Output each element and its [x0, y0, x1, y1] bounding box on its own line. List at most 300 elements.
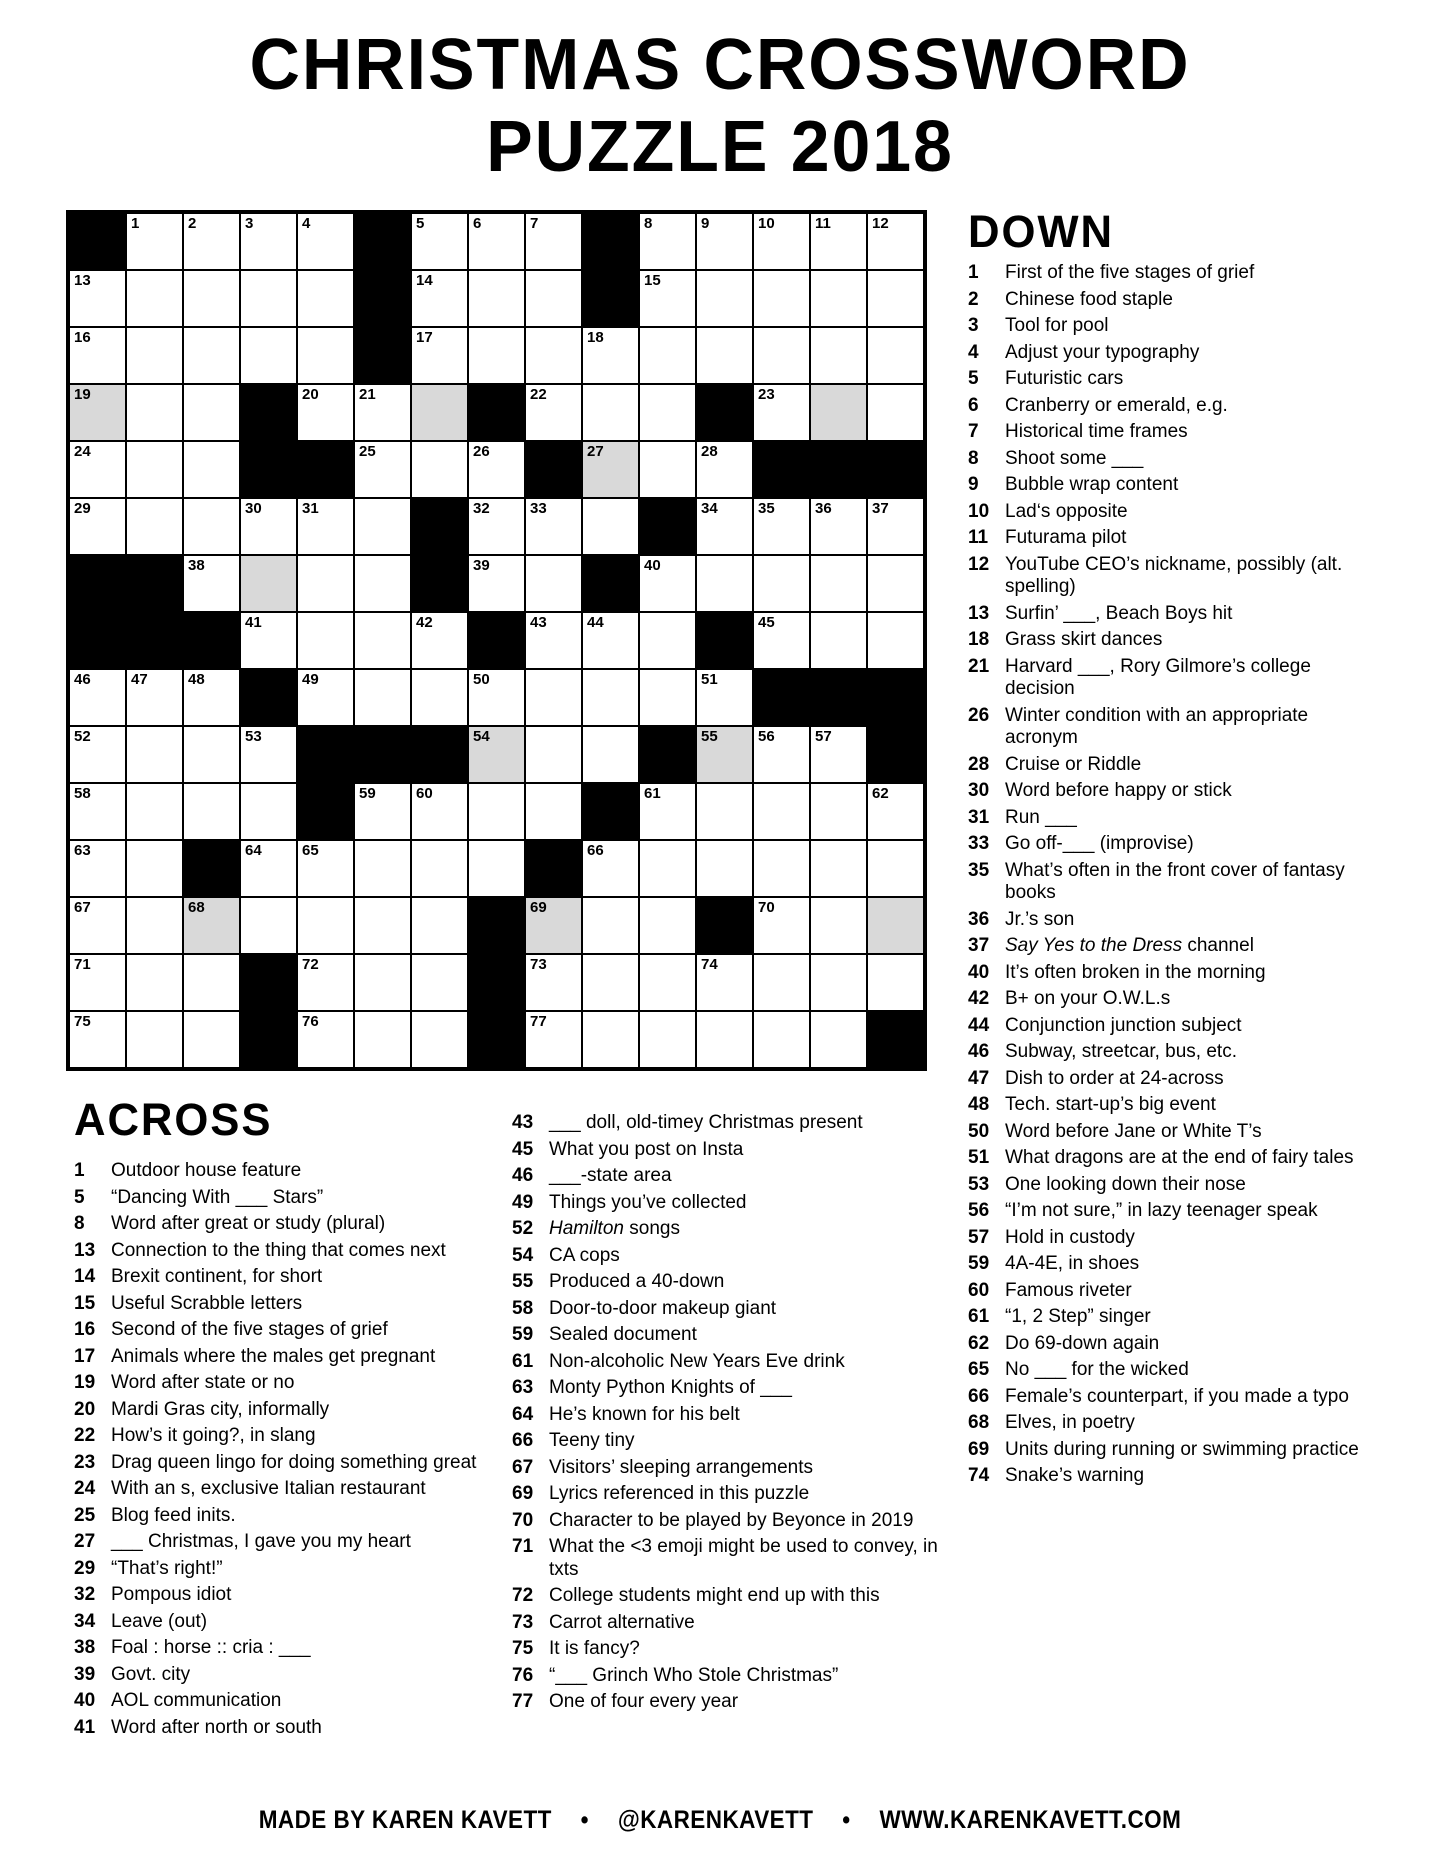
grid-cell-r11c3[interactable]: [183, 783, 240, 840]
grid-cell-r9c9[interactable]: [525, 669, 582, 726]
grid-cell-r8c7[interactable]: [411, 612, 468, 669]
across-clue-number-58: 58: [512, 1297, 534, 1319]
grid-cell-r3c14[interactable]: [810, 327, 867, 384]
across-clue-number-32: 32: [74, 1584, 96, 1605]
grid-cell-r12c13[interactable]: [753, 840, 810, 897]
cell-number-43: 43: [530, 614, 547, 631]
across-clue-43: [512, 1112, 972, 1135]
cell-number-75: 75: [74, 1013, 91, 1030]
grid-cell-r9c14: [810, 669, 867, 726]
grid-cell-r9c6[interactable]: [354, 669, 411, 726]
grid-cell-r15c1[interactable]: [69, 1011, 126, 1068]
across-clue-20: [74, 1399, 516, 1422]
grid-cell-r15c13[interactable]: [753, 1011, 810, 1068]
down-clue-4: [968, 342, 1376, 365]
down-clue-text-28: Cruise or Riddle: [1005, 753, 1142, 775]
down-clue-text-56: “I’m not sure,” in lazy teenager speak: [1005, 1200, 1318, 1221]
across-clue-text-43: ___ doll, old-timey Christmas present: [549, 1112, 863, 1133]
grid-cell-r12c11[interactable]: [639, 840, 696, 897]
down-clue-text-31: Run ___: [1005, 806, 1077, 828]
grid-cell-r10c2[interactable]: [126, 726, 183, 783]
across-clue-number-46: 46: [512, 1165, 534, 1186]
grid-cell-r4c2[interactable]: [126, 384, 183, 441]
cell-number-35: 35: [758, 500, 775, 517]
grid-cell-r5c1[interactable]: [69, 441, 126, 498]
grid-cell-r12c5[interactable]: [297, 840, 354, 897]
grid-cell-r13c6[interactable]: [354, 897, 411, 954]
grid-cell-r13c11[interactable]: [639, 897, 696, 954]
grid-cell-r9c10[interactable]: [582, 669, 639, 726]
grid-cell-r4c3[interactable]: [183, 384, 240, 441]
grid-cell-r1c11[interactable]: [639, 213, 696, 270]
grid-cell-r10c14[interactable]: [810, 726, 867, 783]
grid-cell-r11c4[interactable]: [240, 783, 297, 840]
grid-cell-r10c12[interactable]: [696, 726, 753, 783]
across-clue-15: [74, 1293, 516, 1316]
across-clue-number-14: 14: [74, 1266, 96, 1287]
grid-cell-r13c7[interactable]: [411, 897, 468, 954]
down-clue-text-33: Go off-___ (improvise): [1005, 833, 1194, 854]
grid-cell-r8c4[interactable]: [240, 612, 297, 669]
cell-number-19: 19: [74, 386, 91, 403]
down-clue-text-40: It’s often broken in the morning: [1005, 961, 1266, 983]
cell-number-65: 65: [302, 842, 319, 859]
grid-cell-r10c10[interactable]: [582, 726, 639, 783]
across-clue-list-col1: [74, 1160, 516, 1743]
grid-cell-r5c12[interactable]: [696, 441, 753, 498]
grid-cell-r12c15[interactable]: [867, 840, 924, 897]
grid-cell-r8c11[interactable]: [639, 612, 696, 669]
grid-cell-r15c10[interactable]: [582, 1011, 639, 1068]
grid-cell-r6c10[interactable]: [582, 498, 639, 555]
grid-cell-r8c1: [69, 612, 126, 669]
grid-cell-r11c15[interactable]: [867, 783, 924, 840]
grid-cell-r3c9[interactable]: [525, 327, 582, 384]
grid-cell-r15c9[interactable]: [525, 1011, 582, 1068]
grid-cell-r4c10[interactable]: [582, 384, 639, 441]
grid-cell-r7c3[interactable]: [183, 555, 240, 612]
across-clue-number-76: 76: [512, 1664, 534, 1686]
grid-cell-r11c10: [582, 783, 639, 840]
down-clue-number-33: 33: [968, 833, 990, 854]
grid-cell-r11c8[interactable]: [468, 783, 525, 840]
across-clue-40: [74, 1690, 516, 1713]
grid-cell-r14c11[interactable]: [639, 954, 696, 1011]
grid-cell-r1c12[interactable]: [696, 213, 753, 270]
cell-number-14: 14: [416, 272, 433, 289]
grid-cell-r14c13[interactable]: [753, 954, 810, 1011]
down-clue-number-74: 74: [968, 1465, 990, 1486]
grid-cell-r14c14[interactable]: [810, 954, 867, 1011]
grid-cell-r14c3[interactable]: [183, 954, 240, 1011]
grid-cell-r6c5[interactable]: [297, 498, 354, 555]
grid-cell-r12c4[interactable]: [240, 840, 297, 897]
grid-cell-r1c13[interactable]: [753, 213, 810, 270]
grid-cell-r13c10[interactable]: [582, 897, 639, 954]
grid-cell-r6c1[interactable]: [69, 498, 126, 555]
cell-number-49: 49: [302, 671, 319, 688]
grid-cell-r15c14[interactable]: [810, 1011, 867, 1068]
grid-cell-r15c11[interactable]: [639, 1011, 696, 1068]
grid-cell-r14c8: [468, 954, 525, 1011]
grid-cell-r8c14[interactable]: [810, 612, 867, 669]
grid-cell-r7c8[interactable]: [468, 555, 525, 612]
cell-number-59: 59: [359, 785, 376, 802]
across-clue-text-77: One of four every year: [549, 1691, 739, 1712]
grid-cell-r10c4[interactable]: [240, 726, 297, 783]
grid-cell-r1c9[interactable]: [525, 213, 582, 270]
down-clue-text-9: Bubble wrap content: [1005, 474, 1179, 495]
grid-cell-r10c7: [411, 726, 468, 783]
grid-cell-r3c11[interactable]: [639, 327, 696, 384]
grid-cell-r5c9: [525, 441, 582, 498]
grid-cell-r7c5[interactable]: [297, 555, 354, 612]
cell-number-21: 21: [359, 386, 376, 403]
grid-cell-r9c1[interactable]: [69, 669, 126, 726]
grid-cell-r1c4[interactable]: [240, 213, 297, 270]
across-clue-text-49: Things you’ve collected: [549, 1191, 747, 1213]
down-clue-number-44: 44: [968, 1014, 990, 1036]
grid-cell-r5c14: [810, 441, 867, 498]
grid-cell-r11c9[interactable]: [525, 783, 582, 840]
across-clue-number-38: 38: [74, 1637, 96, 1658]
grid-cell-r12c12[interactable]: [696, 840, 753, 897]
grid-cell-r9c7[interactable]: [411, 669, 468, 726]
down-clue-text-51: What dragons are at the end of fairy tales: [1005, 1147, 1354, 1168]
grid-cell-r6c4[interactable]: [240, 498, 297, 555]
grid-cell-r7c12[interactable]: [696, 555, 753, 612]
grid-cell-r7c15[interactable]: [867, 555, 924, 612]
grid-cell-r14c5[interactable]: [297, 954, 354, 1011]
grid-cell-r3c13[interactable]: [753, 327, 810, 384]
grid-cell-r13c14[interactable]: [810, 897, 867, 954]
cell-number-61: 61: [644, 785, 661, 802]
down-clue-text-36: Jr.’s son: [1005, 908, 1075, 930]
grid-cell-r7c9[interactable]: [525, 555, 582, 612]
grid-cell-r2c11[interactable]: [639, 270, 696, 327]
cell-number-6: 6: [473, 215, 482, 232]
grid-cell-r4c14[interactable]: [810, 384, 867, 441]
grid-cell-r5c11[interactable]: [639, 441, 696, 498]
grid-cell-r3c8[interactable]: [468, 327, 525, 384]
grid-cell-r5c10[interactable]: [582, 441, 639, 498]
grid-cell-r11c12[interactable]: [696, 783, 753, 840]
grid-cell-r2c14[interactable]: [810, 270, 867, 327]
grid-cell-r3c15[interactable]: [867, 327, 924, 384]
grid-cell-r10c1[interactable]: [69, 726, 126, 783]
across-clue-text-70: Character to be played by Beyonce in 2019: [549, 1509, 914, 1531]
grid-cell-r8c10[interactable]: [582, 612, 639, 669]
grid-cell-r6c13[interactable]: [753, 498, 810, 555]
grid-cell-r12c10[interactable]: [582, 840, 639, 897]
down-clue-text-1: First of the five stages of grief: [1005, 262, 1255, 283]
grid-cell-r15c3[interactable]: [183, 1011, 240, 1068]
across-clue-17: [74, 1346, 516, 1369]
grid-cell-r6c9[interactable]: [525, 498, 582, 555]
grid-cell-r8c9[interactable]: [525, 612, 582, 669]
grid-cell-r4c11[interactable]: [639, 384, 696, 441]
grid-cell-r6c2[interactable]: [126, 498, 183, 555]
down-clue-number-68: 68: [968, 1412, 990, 1433]
cell-number-39: 39: [473, 557, 490, 574]
grid-cell-r2c12[interactable]: [696, 270, 753, 327]
grid-cell-r13c1[interactable]: [69, 897, 126, 954]
grid-cell-r1c8[interactable]: [468, 213, 525, 270]
grid-cell-r4c13[interactable]: [753, 384, 810, 441]
cell-number-44: 44: [587, 614, 604, 631]
grid-cell-r1c3[interactable]: [183, 213, 240, 270]
grid-cell-r6c6[interactable]: [354, 498, 411, 555]
grid-cell-r7c14[interactable]: [810, 555, 867, 612]
footer-handle: @KARENKAVETT: [617, 1806, 814, 1834]
grid-cell-r3c1[interactable]: [69, 327, 126, 384]
down-clue-26: [968, 705, 1376, 750]
grid-cell-r2c8[interactable]: [468, 270, 525, 327]
grid-cell-r13c9[interactable]: [525, 897, 582, 954]
grid-cell-r2c1[interactable]: [69, 270, 126, 327]
grid-cell-r7c13[interactable]: [753, 555, 810, 612]
down-clue-number-2: 2: [968, 288, 979, 310]
across-clue-number-77: 77: [512, 1691, 534, 1712]
across-clue-number-55: 55: [512, 1271, 534, 1292]
across-clue-number-41: 41: [74, 1716, 96, 1738]
grid-cell-r8c13[interactable]: [753, 612, 810, 669]
down-clue-1: [968, 262, 1376, 285]
grid-cell-r4c1[interactable]: [69, 384, 126, 441]
grid-cell-r9c12[interactable]: [696, 669, 753, 726]
across-clue-text-71: What the <3 emoji might be used to convey, in txts: [549, 1536, 938, 1580]
grid-cell-r11c11[interactable]: [639, 783, 696, 840]
grid-cell-r1c15[interactable]: [867, 213, 924, 270]
grid-cell-r11c6[interactable]: [354, 783, 411, 840]
grid-cell-r14c2[interactable]: [126, 954, 183, 1011]
grid-cell-r4c9[interactable]: [525, 384, 582, 441]
down-clue-text-61: “1, 2 Step” singer: [1005, 1306, 1151, 1327]
down-clue-text-59: 4A-4E, in shoes: [1005, 1253, 1140, 1274]
cell-number-50: 50: [473, 671, 490, 688]
grid-cell-r6c8[interactable]: [468, 498, 525, 555]
grid-cell-r2c13[interactable]: [753, 270, 810, 327]
grid-cell-r4c5[interactable]: [297, 384, 354, 441]
grid-cell-r3c7[interactable]: [411, 327, 468, 384]
down-clue-number-3: 3: [968, 315, 979, 336]
down-clue-68: [968, 1412, 1376, 1435]
down-clue-12: [968, 554, 1376, 599]
grid-cell-r15c12[interactable]: [696, 1011, 753, 1068]
grid-cell-r15c7[interactable]: [411, 1011, 468, 1068]
grid-cell-r13c3[interactable]: [183, 897, 240, 954]
grid-cell-r8c15[interactable]: [867, 612, 924, 669]
grid-cell-r6c12[interactable]: [696, 498, 753, 555]
grid-cell-r13c2[interactable]: [126, 897, 183, 954]
grid-cell-r2c4[interactable]: [240, 270, 297, 327]
grid-cell-r1c5[interactable]: [297, 213, 354, 270]
grid-cell-r3c5[interactable]: [297, 327, 354, 384]
grid-cell-r10c9[interactable]: [525, 726, 582, 783]
grid-cell-r9c3[interactable]: [183, 669, 240, 726]
grid-cell-r2c2[interactable]: [126, 270, 183, 327]
cell-number-45: 45: [758, 614, 775, 631]
cell-number-70: 70: [758, 899, 775, 916]
down-clue-6: [968, 395, 1376, 418]
down-clue-53: [968, 1174, 1376, 1197]
across-clue-75: [512, 1638, 972, 1661]
grid-cell-r9c11[interactable]: [639, 669, 696, 726]
across-clue-number-15: 15: [74, 1292, 96, 1314]
across-clue-54: [512, 1245, 972, 1268]
down-clue-number-7: 7: [968, 421, 979, 442]
grid-cell-r4c6[interactable]: [354, 384, 411, 441]
grid-cell-r9c5[interactable]: [297, 669, 354, 726]
grid-cell-r14c6[interactable]: [354, 954, 411, 1011]
grid-cell-r14c4: [240, 954, 297, 1011]
grid-cell-r4c7[interactable]: [411, 384, 468, 441]
across-clue-number-45: 45: [512, 1138, 534, 1160]
grid-cell-r8c5[interactable]: [297, 612, 354, 669]
grid-cell-r8c12: [696, 612, 753, 669]
cell-number-3: 3: [245, 215, 254, 232]
grid-cell-r7c6[interactable]: [354, 555, 411, 612]
across-clue-number-1: 1: [74, 1160, 85, 1181]
grid-cell-r3c2[interactable]: [126, 327, 183, 384]
across-clue-text-41: Word after north or south: [111, 1716, 322, 1738]
down-clue-36: [968, 909, 1376, 932]
grid-cell-r3c10[interactable]: [582, 327, 639, 384]
grid-cell-r8c6[interactable]: [354, 612, 411, 669]
across-clue-text-14: Brexit continent, for short: [111, 1266, 323, 1287]
down-clue-text-18: Grass skirt dances: [1005, 629, 1163, 650]
cell-number-4: 4: [302, 215, 311, 232]
grid-cell-r14c9[interactable]: [525, 954, 582, 1011]
grid-cell-r14c10[interactable]: [582, 954, 639, 1011]
grid-cell-r14c15[interactable]: [867, 954, 924, 1011]
grid-cell-r11c2[interactable]: [126, 783, 183, 840]
grid-cell-r11c1[interactable]: [69, 783, 126, 840]
down-clue-text-37: Say Yes to the Dress channel: [1005, 935, 1254, 956]
across-clue-34: [74, 1611, 516, 1634]
grid-cell-r7c4[interactable]: [240, 555, 297, 612]
grid-cell-r5c8[interactable]: [468, 441, 525, 498]
bullet-separator-icon: •: [842, 1806, 851, 1834]
down-clue-35: [968, 860, 1376, 905]
cell-number-56: 56: [758, 728, 775, 745]
grid-cell-r11c14[interactable]: [810, 783, 867, 840]
across-clue-text-59: Sealed document: [549, 1324, 697, 1345]
grid-cell-r13c13[interactable]: [753, 897, 810, 954]
grid-cell-r5c2[interactable]: [126, 441, 183, 498]
cell-number-37: 37: [872, 500, 889, 517]
grid-cell-r15c2[interactable]: [126, 1011, 183, 1068]
grid-cell-r2c9[interactable]: [525, 270, 582, 327]
down-clue-text-13: Surfin’ ___, Beach Boys hit: [1005, 602, 1233, 624]
across-clue-number-59: 59: [512, 1324, 534, 1345]
grid-cell-r6c14[interactable]: [810, 498, 867, 555]
grid-cell-r5c3[interactable]: [183, 441, 240, 498]
grid-cell-r5c7[interactable]: [411, 441, 468, 498]
grid-cell-r9c8[interactable]: [468, 669, 525, 726]
grid-cell-r14c1[interactable]: [69, 954, 126, 1011]
down-clue-number-31: 31: [968, 806, 990, 828]
grid-cell-r3c4[interactable]: [240, 327, 297, 384]
cell-number-60: 60: [416, 785, 433, 802]
grid-cell-r1c14[interactable]: [810, 213, 867, 270]
grid-cell-r12c2[interactable]: [126, 840, 183, 897]
grid-cell-r1c2[interactable]: [126, 213, 183, 270]
cell-number-17: 17: [416, 329, 433, 346]
grid-cell-r2c3[interactable]: [183, 270, 240, 327]
grid-cell-r2c7[interactable]: [411, 270, 468, 327]
grid-cell-r6c3[interactable]: [183, 498, 240, 555]
down-clue-text-2: Chinese food staple: [1005, 288, 1173, 310]
grid-cell-r14c12[interactable]: [696, 954, 753, 1011]
grid-cell-r1c1: [69, 213, 126, 270]
down-clue-number-26: 26: [968, 704, 990, 726]
down-clue-number-59: 59: [968, 1253, 990, 1274]
grid-cell-r11c7[interactable]: [411, 783, 468, 840]
grid-cell-r10c3[interactable]: [183, 726, 240, 783]
grid-cell-r12c1[interactable]: [69, 840, 126, 897]
down-clue-number-60: 60: [968, 1279, 990, 1301]
cell-number-71: 71: [74, 956, 91, 973]
grid-cell-r2c5[interactable]: [297, 270, 354, 327]
down-clue-text-6: Cranberry or emerald, e.g.: [1005, 394, 1228, 416]
across-clue-19: [74, 1372, 516, 1395]
grid-cell-r12c7[interactable]: [411, 840, 468, 897]
grid-cell-r2c15[interactable]: [867, 270, 924, 327]
across-clue-66: [512, 1430, 972, 1453]
cell-number-1: 1: [131, 215, 140, 232]
grid-cell-r12c14[interactable]: [810, 840, 867, 897]
down-clue-9: [968, 474, 1376, 497]
grid-cell-r12c8[interactable]: [468, 840, 525, 897]
grid-cell-r13c4[interactable]: [240, 897, 297, 954]
grid-cell-r15c6[interactable]: [354, 1011, 411, 1068]
grid-cell-r3c12[interactable]: [696, 327, 753, 384]
across-clue-text-1: Outdoor house feature: [111, 1160, 302, 1181]
cell-number-8: 8: [644, 215, 653, 232]
down-clue-62: [968, 1333, 1376, 1356]
grid-cell-r15c5[interactable]: [297, 1011, 354, 1068]
down-clue-number-53: 53: [968, 1173, 990, 1195]
down-clue-text-68: Elves, in poetry: [1005, 1412, 1135, 1433]
grid-cell-r10c8[interactable]: [468, 726, 525, 783]
down-clue-text-48: Tech. start-up’s big event: [1005, 1094, 1216, 1115]
down-clue-text-44: Conjunction junction subject: [1005, 1014, 1242, 1036]
grid-cell-r4c15[interactable]: [867, 384, 924, 441]
down-clue-65: [968, 1359, 1376, 1382]
across-clue-text-63: Monty Python Knights of ___: [549, 1377, 792, 1398]
down-clue-57: [968, 1227, 1376, 1250]
grid-cell-r13c5[interactable]: [297, 897, 354, 954]
grid-cell-r15c8: [468, 1011, 525, 1068]
grid-cell-r15c15: [867, 1011, 924, 1068]
grid-cell-r13c15[interactable]: [867, 897, 924, 954]
grid-cell-r3c3[interactable]: [183, 327, 240, 384]
grid-cell-r6c15[interactable]: [867, 498, 924, 555]
grid-cell-r14c7[interactable]: [411, 954, 468, 1011]
down-clue-number-5: 5: [968, 368, 979, 389]
grid-cell-r7c11[interactable]: [639, 555, 696, 612]
grid-cell-r10c13[interactable]: [753, 726, 810, 783]
down-clue-text-60: Famous riveter: [1005, 1279, 1132, 1301]
down-clue-number-13: 13: [968, 602, 990, 624]
grid-cell-r11c13[interactable]: [753, 783, 810, 840]
grid-cell-r12c6[interactable]: [354, 840, 411, 897]
grid-cell-r9c2[interactable]: [126, 669, 183, 726]
grid-cell-r1c7[interactable]: [411, 213, 468, 270]
grid-cell-r5c6[interactable]: [354, 441, 411, 498]
cell-number-48: 48: [188, 671, 205, 688]
